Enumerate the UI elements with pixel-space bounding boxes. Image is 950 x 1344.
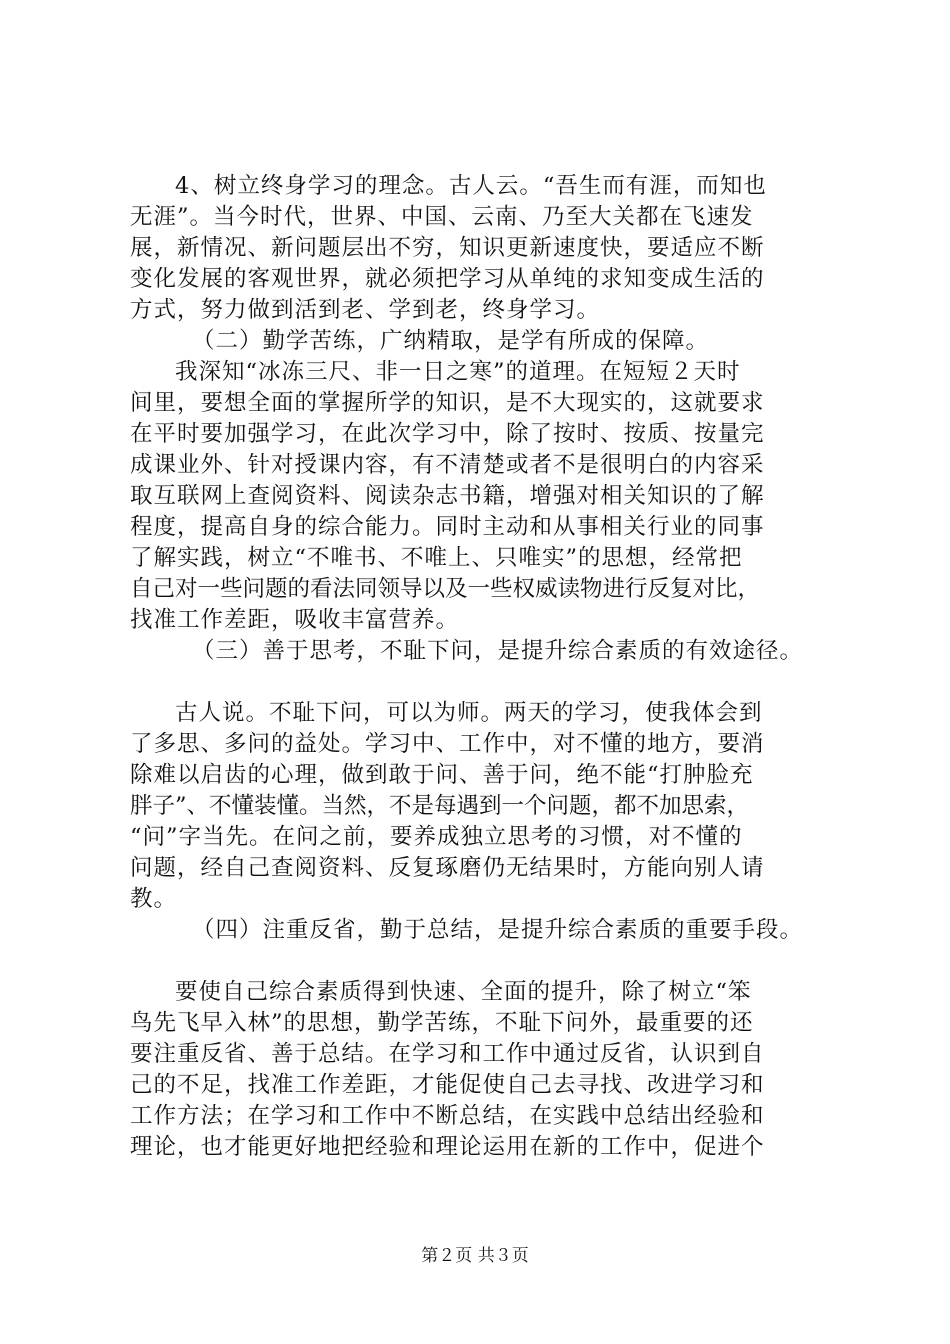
text-line: 工作方法；在学习和工作中不断总结，在实践中总结出经验和 <box>130 1103 765 1129</box>
section-heading-3: （三）善于思考，不耻下问，是提升综合素质的有效途径。 <box>192 638 804 664</box>
text-line: 变化发展的客观世界，就必须把学习从单纯的求知变成生活的 <box>130 266 765 292</box>
page-number-label: 第２页 共３页 <box>421 1246 529 1266</box>
page-footer <box>0 1246 950 1266</box>
text-line: 要使自己综合素质得到快速、全面的提升，除了树立“笨 <box>175 979 752 1005</box>
text-line: 成课业外、针对授课内容，有不清楚或者不是很明白的内容采 <box>130 452 765 478</box>
text-line: 理论，也才能更好地把经验和理论运用在新的工作中，促进个 <box>130 1134 765 1160</box>
paragraph-reflect-summarize <box>130 977 830 1163</box>
text-line: 我深知“冰冻三尺、非一日之寒”的道理。在短短２天时 <box>175 359 741 385</box>
text-line: 无涯”。当今时代，世界、中国、云南、乃至大关都在飞速发 <box>130 204 754 230</box>
text-line: 了多思、多问的益处。学习中、工作中，对不懂的地方，要消 <box>130 731 765 757</box>
text-line: 古人说。不耻下问，可以为师。两天的学习，使我体会到 <box>175 700 763 726</box>
text-line: 要注重反省、善于总结。在学习和工作中通过反省，认识到自 <box>130 1041 765 1067</box>
document-body <box>130 171 830 1163</box>
text-line: 己的不足，找准工作差距，才能促使自己去寻找、改进学习和 <box>130 1072 765 1098</box>
text-line: 找准工作差距，吸收丰富营养。 <box>130 607 460 633</box>
paragraph-lifelong-learning <box>130 171 830 326</box>
blank-line <box>130 667 830 698</box>
text-line: 胖子”、不懂装懂。当然，不是每遇到一个问题，都不加思索， <box>130 793 750 819</box>
text-line: 4、树立终身学习的理念。古人云。“吾生而有涯，而知也 <box>175 173 767 199</box>
text-line: 自己对一些问题的看法同领导以及一些权威读物进行反复对比， <box>130 576 761 602</box>
paragraph-ask-questions <box>130 698 830 915</box>
text-line: 展，新情况、新问题层出不穷，知识更新速度快，要适应不断 <box>130 235 765 261</box>
text-line: 程度，提高自身的综合能力。同时主动和从事相关行业的同事 <box>130 514 765 540</box>
text-line: 教。 <box>130 886 178 912</box>
text-line: 取互联网上查阅资料、阅读杂志书籍，增强对相关知识的了解 <box>130 483 765 509</box>
text-line: 间里，要想全面的掌握所学的知识，是不大现实的，这就要求 <box>130 390 765 416</box>
section-heading-4: （四）注重反省，勤于总结，是提升综合素质的重要手段。 <box>192 917 804 943</box>
blank-line <box>130 946 830 977</box>
text-line: 了解实践，树立“不唯书、不唯上、只唯实”的思想，经常把 <box>130 545 743 571</box>
text-line: 鸟先飞早入林”的思想，勤学苦练，不耻下问外，最重要的还 <box>130 1010 754 1036</box>
paragraph-diligent-study <box>130 357 830 636</box>
text-line: 方式，努力做到活到老、学到老，终身学习。 <box>130 297 601 323</box>
text-line: 问题，经自己查阅资料、反复琢磨仍无结果时，方能向别人请 <box>130 855 765 881</box>
text-line: “问”字当先。在问之前，要养成独立思考的习惯，对不懂的 <box>130 824 743 850</box>
text-line: 在平时要加强学习，在此次学习中，除了按时、按质、按量完 <box>130 421 765 447</box>
text-line: 除难以启齿的心理，做到敢于问、善于问，绝不能“打肿脸充 <box>130 762 754 788</box>
section-heading-2: （二）勤学苦练，广纳精取，是学有所成的保障。 <box>192 328 710 354</box>
